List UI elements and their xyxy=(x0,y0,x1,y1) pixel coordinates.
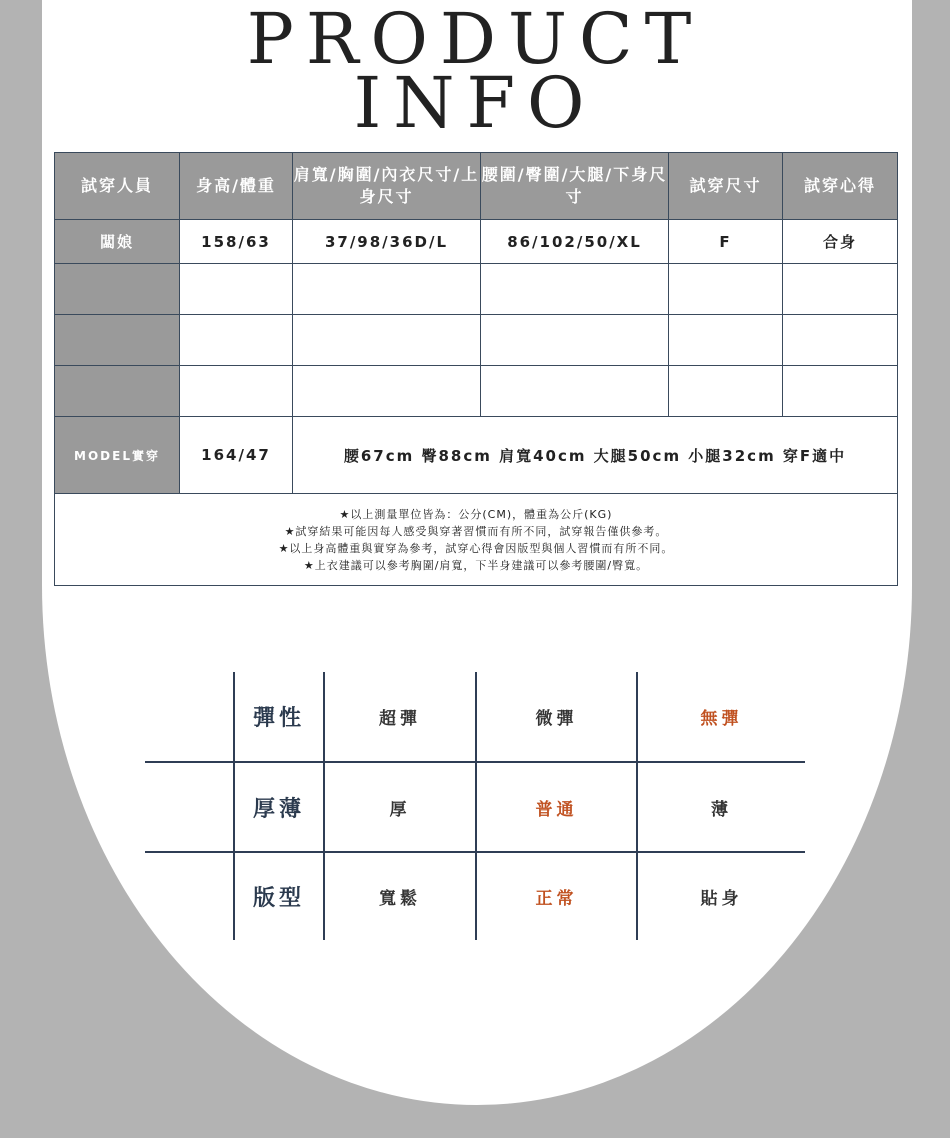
note-line: ★試穿結果可能因每人感受與穿著習慣而有所不同，試穿報告僅供參考。 xyxy=(284,524,668,538)
note-line: ★以上測量單位皆為：公分(CM)，體重為公斤(KG) xyxy=(339,507,613,521)
row-upper xyxy=(293,315,481,366)
attr-option: 寬鬆 xyxy=(379,889,421,909)
model-label: MODEL實穿 xyxy=(55,417,180,494)
note-line: ★上衣建議可以參考胸圍/肩寬，下半身建議可以參考腰圍/臀寬。 xyxy=(303,558,649,572)
row-person xyxy=(55,264,180,315)
row-upper xyxy=(293,264,481,315)
attr-option-selected: 正常 xyxy=(535,889,578,909)
row-person xyxy=(55,366,180,417)
row-review: 合身 xyxy=(783,220,898,264)
row-height-weight xyxy=(180,315,293,366)
row-lower: 86/102/50/XL xyxy=(481,220,669,264)
model-measurements: 腰67cm 臀88cm 肩寬40cm 大腿50cm 小腿32cm 穿F適中 xyxy=(293,417,898,494)
row-lower xyxy=(481,315,669,366)
title-line-1: PRODUCT xyxy=(246,0,704,80)
row-size: F xyxy=(669,220,783,264)
row-upper: 37/98/36D/L xyxy=(293,220,481,264)
row-size xyxy=(669,315,783,366)
header-lower: 腰圍/臀圍/大腿/下身尺寸 xyxy=(481,153,669,220)
table-header-row xyxy=(55,153,898,220)
row-lower xyxy=(481,264,669,315)
fit-table xyxy=(54,152,898,586)
row-review xyxy=(783,315,898,366)
attribute-grid xyxy=(145,672,805,940)
header-person: 試穿人員 xyxy=(55,153,180,220)
row-review xyxy=(783,264,898,315)
row-height-weight xyxy=(180,264,293,315)
table-row xyxy=(55,315,898,366)
attr-option: 厚 xyxy=(389,799,411,820)
header-height-weight: 身高/體重 xyxy=(180,153,293,220)
row-review xyxy=(783,366,898,417)
table-row xyxy=(55,366,898,417)
row-person xyxy=(55,315,180,366)
attr-option: 超彈 xyxy=(379,709,421,729)
row-height-weight xyxy=(180,366,293,417)
table-row xyxy=(55,220,898,264)
attr-option: 微彈 xyxy=(535,709,578,729)
row-size xyxy=(669,366,783,417)
title-line-2: INFO xyxy=(353,62,597,144)
row-upper xyxy=(293,366,481,417)
notes xyxy=(55,494,898,586)
attr-option-selected: 普通 xyxy=(535,799,578,820)
header-review: 試穿心得 xyxy=(783,153,898,220)
attr-label-thickness: 厚薄 xyxy=(252,796,305,822)
attr-label-elasticity: 彈性 xyxy=(252,706,305,731)
model-row xyxy=(55,417,898,494)
attr-option: 薄 xyxy=(711,799,732,820)
table-row xyxy=(55,264,898,315)
row-lower xyxy=(481,366,669,417)
row-person: 闆娘 xyxy=(55,220,180,264)
header-upper: 肩寬/胸圍/內衣尺寸/上身尺寸 xyxy=(293,153,481,220)
attr-option-selected: 無彈 xyxy=(700,709,743,729)
note-line: ★以上身高體重與實穿為參考，試穿心得會因版型與個人習慣而有所不同。 xyxy=(278,541,674,555)
row-size xyxy=(669,264,783,315)
model-height-weight: 164/47 xyxy=(180,417,293,494)
attr-label-fit: 版型 xyxy=(252,886,305,911)
header-size: 試穿尺寸 xyxy=(669,153,783,220)
row-height-weight: 158/63 xyxy=(180,220,293,264)
notes-row xyxy=(55,494,898,586)
attr-option: 貼身 xyxy=(700,889,743,909)
